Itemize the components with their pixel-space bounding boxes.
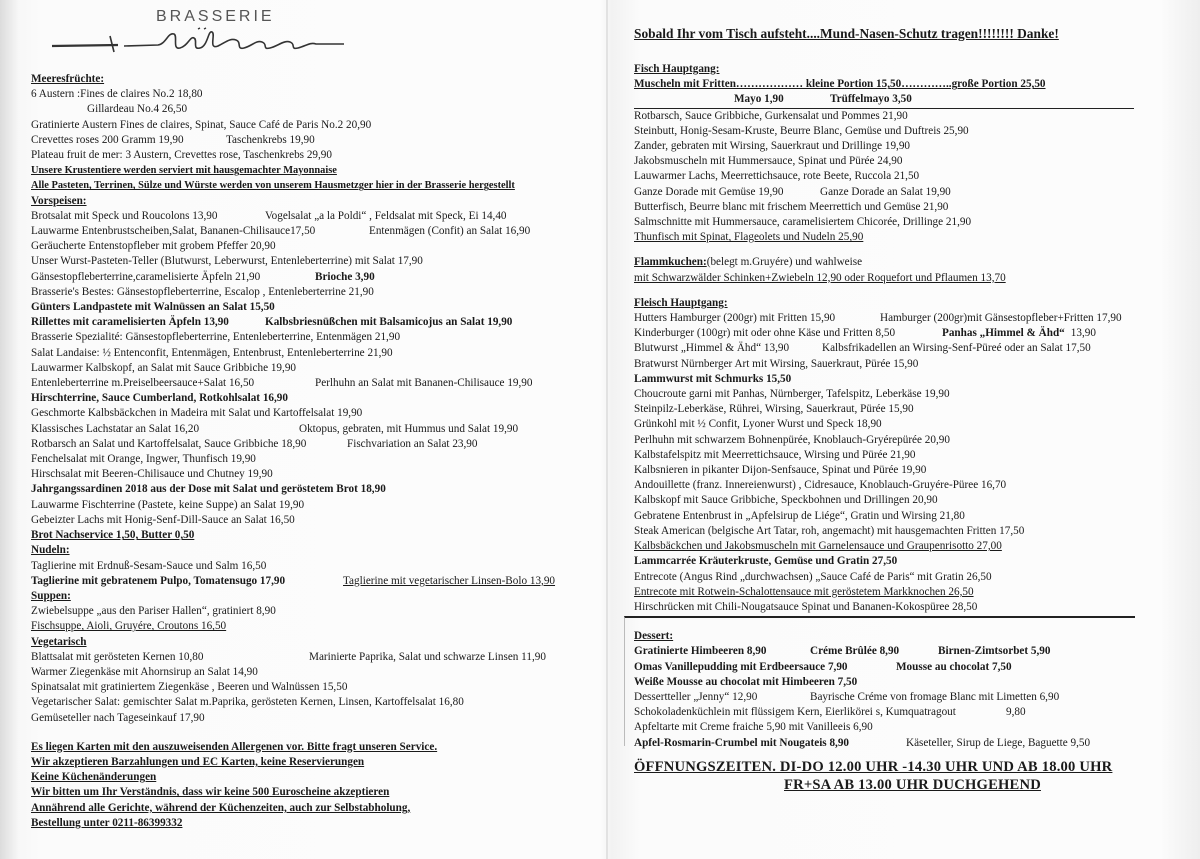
menu-item: Gratinierte Austern Fines de claires, Spinat, Sauce Café de Paris No.2 20,90 — [31, 118, 372, 131]
menu-item: Weiße Mousse au chocolat mit Himbeeren 7,50 — [634, 675, 858, 688]
menu-item: Blutwurst „Himmel & Ähd“ 13,90 — [634, 342, 790, 355]
menu-item: Gebratene Entenbrust in „Apfelsirup de Liége“, Gratin und Wirsing 21,80 — [634, 509, 965, 522]
menu-item: Zander, gebraten mit Wirsing, Sauerkraut und Drillinge 19,90 — [634, 140, 911, 153]
menu-item-row — [634, 311, 1194, 326]
menu-item: Hirschterrine, Sauce Cumberland, Rotkohlsalat 16,90 — [31, 392, 288, 405]
menu-item: Plateau fruit de mer: 3 Austern, Crevettes rose, Taschenkrebs 29,90 — [31, 149, 332, 162]
section-heading-vegetarisch: Vegetarisch — [31, 635, 87, 648]
menu-item: Fenchelsalat mit Orange, Ingwer, Thunfisch 19,90 — [31, 453, 256, 466]
menu-item: Lauwarme Fischterrine (Pastete, keine Suppe) an Salat 19,90 — [31, 498, 305, 511]
menu-item: Geräucherte Entenstopfleber mit grobem Pfeffer 20,90 — [31, 240, 276, 253]
section-heading-fleisch: Fleisch Hauptgang: — [634, 296, 728, 309]
section-heading-dessert: Dessert: — [634, 630, 674, 643]
menu-item: Käseteller, Sirup de Liege, Baguette 9,50 — [906, 736, 1091, 749]
menu-item: Lammcarrée Kräuterkruste, Gemüse und Gratin 27,50 — [634, 555, 898, 568]
section-heading-vorspeisen: Vorspeisen: — [31, 194, 87, 207]
menu-item: Hutters Hamburger (200gr) mit Fritten 15,90 — [634, 312, 836, 325]
menu-item: Panhas „Himmel & Ähd“ — [942, 327, 1065, 340]
menu-item-row — [634, 341, 1194, 356]
menu-item: Taglierine mit Erdnuß-Sesam-Sauce und Salm 16,50 — [31, 559, 267, 572]
menu-item: Entenleberterrine m.Preiselbeersauce+Salat 16,50 — [31, 377, 255, 390]
menu-item: Spinatsalat mit gratiniertem Ziegenkäse , Beeren und Walnüssen 15,50 — [31, 681, 348, 694]
menu-item: Fischsuppe, Aioli, Gruyére, Croutons 16,50 — [31, 620, 227, 633]
menu-item: Trüffelmayo 3,50 — [830, 93, 912, 106]
page-edge-shadow — [0, 0, 18, 859]
notice-payment: Wir akzeptieren Barzahlungen und EC Karten, keine Reservierungen — [31, 755, 365, 768]
menu-item: Grünkohl mit ½ Confit, Lyoner Wurst und Speck 18,90 — [634, 418, 882, 431]
menu-item-row — [634, 326, 1194, 341]
menu-item: Hirschrücken mit Chili-Nougatsauce Spinat und Bananen-Kokospüree 28,50 — [634, 600, 978, 613]
section-heading-flammkuchen: Flammkuchen: — [634, 256, 707, 269]
menu-item-row — [31, 224, 606, 239]
menu-item: Zwiebelsuppe „aus den Pariser Hallen“, gratiniert 8,90 — [31, 605, 276, 618]
menu-item: Bayrische Créme von fromage Blanc mit Limetten 6,90 — [810, 690, 1060, 703]
menu-item: Mousse au chocolat 7,50 — [896, 660, 1012, 673]
menu-item: 6 Austern :Fines de claires No.2 18,80 — [31, 88, 203, 101]
menu-item: Butterfisch, Beurre blanc mit frischem Meerrettich und Gemüse 21,90 — [634, 200, 949, 213]
menu-item: Omas Vanillepudding mit Erdbeersauce 7,90 — [634, 660, 848, 673]
menu-item: Crevettes roses 200 Gramm 19,90 — [31, 133, 184, 146]
notice-no-changes: Keine Küchenänderungen — [31, 771, 157, 784]
menu-item: Muscheln mit Fritten……………… kleine Portion 15,50…………..große Portion 25,50 — [634, 78, 1046, 91]
menu-item: Jakobsmuscheln mit Hummersauce, Spinat und Pürée 24,90 — [634, 155, 903, 168]
menu-item: Schokoladenküchlein mit flüssigem Kern, Eierlikörei s, Kumquatragout — [634, 706, 956, 719]
menu-item-row — [634, 185, 1194, 200]
menu-item: Taglierine mit gebratenem Pulpo, Tomatensugo 17,90 — [31, 574, 286, 587]
menu-item: Entenmägen (Confit) an Salat 16,90 — [369, 225, 531, 238]
menu-item: Lammwurst mit Schmurks 15,50 — [634, 372, 792, 385]
menu-item: Warmer Ziegenkäse mit Ahornsirup an Salat 14,90 — [31, 665, 258, 678]
signature-logo-image — [48, 26, 348, 56]
menu-item: Lauwarmer Kalbskopf, an Salat mit Sauce Gribbiche 19,90 — [31, 361, 297, 374]
menu-item-row — [31, 133, 606, 148]
section-heading-meeresfruechte: Meeresfrüchte: — [31, 73, 105, 85]
menu-item: Vegetarischer Salat: gemischter Salat m.Paprika, gerösteten Kernen, Linsen, Kartoffelsalat 16,80 — [31, 696, 464, 709]
menu-item: Apfeltarte mit Creme fraiche 5,90 mit Vanilleeis 6,90 — [634, 721, 873, 734]
menu-item-row — [31, 437, 606, 452]
menu-item: Thunfisch mit Spinat, Flageolets und Nudeln 25,90 — [634, 231, 864, 244]
notice-phone: Bestellung unter 0211-86399332 — [31, 816, 183, 829]
menu-item: Mayo 1,90 — [734, 93, 784, 106]
menu-item: Jahrgangssardinen 2018 aus der Dose mit Salat und geröstetem Brot 18,90 — [31, 483, 386, 496]
menu-item: Taschenkrebs 19,90 — [226, 133, 315, 146]
notice-takeaway: Annährend alle Gerichte, während der Küchenzeiten, auch zur Selbstabholung, — [31, 801, 411, 814]
menu-item: Brasserie's Bestes: Gänsestopfleberterrine, Escalop , Entenleberterrine 21,90 — [31, 285, 374, 298]
menu-item-row — [31, 422, 606, 437]
menu-item-row — [31, 376, 606, 391]
menu-item-price: 9,80 — [1006, 706, 1026, 719]
menu-item: Gillardeau No.4 26,50 — [87, 103, 188, 116]
opening-hours-line-2: FR+SA AB 13.00 UHR DUCHGEHEND — [784, 777, 1041, 793]
opening-hours-line-1: ÖFFNUNGSZEITEN. DI-DO 12.00 UHR -14.30 UHR UND AB 18.00 UHR — [634, 759, 1113, 775]
menu-item: Birnen-Zimtsorbet 5,90 — [938, 645, 1051, 658]
menu-item: Vogelsalat „a la Poldi“ , Feldsalat mit Speck, Ei 14,40 — [265, 209, 507, 222]
menu-item: Steinbutt, Honig-Sesam-Kruste, Beurre Blanc, Gemüse und Duftreis 25,90 — [634, 124, 969, 137]
menu-item: Entrecote mit Rotwein-Schalottensauce mit geröstetem Markknochen 26,50 — [634, 585, 974, 598]
menu-item: Andouillette (franz. Innereienwurst) , Cidresauce, Knoblauch-Gruyére-Püree 16,70 — [634, 479, 1007, 492]
menu-item: Salmschnitte mit Hummersauce, caramelisiertem Chicorée, Drillinge 21,90 — [634, 216, 972, 229]
menu-item: Ganze Dorade mit Gemüse 19,90 — [634, 185, 784, 198]
menu-item-row — [31, 650, 606, 665]
menu-item: Oktopus, gebraten, mit Hummus und Salat 19,90 — [299, 422, 519, 435]
menu-item: Choucroute garni mit Panhas, Nürnberger, Tafelspitz, Leberkäse 19,90 — [634, 388, 950, 401]
menu-item: Kalbstafelspitz mit Meerrettichsauce, Wirsing und Pürée 21,90 — [634, 448, 916, 461]
menu-item: Klassisches Lachstatar an Salat 16,20 — [31, 422, 200, 435]
menu-item: Lauwarme Entenbrustscheiben,Salat, Bananen-Chilisauce17,50 — [31, 225, 316, 238]
menu-item: mit Schwarzwälder Schinken+Zwiebeln 12,90 oder Roquefort und Pflaumen 13,70 — [634, 271, 1006, 284]
section-heading-fisch: Fisch Hauptgang: — [634, 63, 720, 75]
menu-item: Unser Wurst-Pasteten-Teller (Blutwurst, Leberwurst, Entenleberterrine) mit Salat 17,90 — [31, 255, 423, 268]
menu-item: Créme Brûlée 8,90 — [810, 645, 900, 658]
section-heading-suppen: Suppen: — [31, 589, 71, 602]
flammkuchen-heading-row — [634, 255, 1194, 270]
menu-item: Kalbskopf mit Sauce Gribbiche, Speckbohnen und Drillingen 20,90 — [634, 494, 938, 507]
menu-item: Kalbsfrikadellen an Wirsing-Senf-Püreé oder an Salat 17,50 — [822, 342, 1091, 355]
menu-item: Salat Landaise: ½ Entenconfit, Entenmägen, Entenbrust, Entenleberterrine 21,90 — [31, 346, 393, 359]
menu-item-row — [31, 209, 606, 224]
mask-notice-banner: Sobald Ihr vom Tisch aufsteht....Mund-Nasen-Schutz tragen!!!!!!!! Danke! — [634, 26, 1059, 41]
menu-item: Günters Landpastete mit Walnüssen an Salat 15,50 — [31, 301, 275, 314]
menu-item: Geschmorte Kalbsbäckchen in Madeira mit Salat und Kartoffelsalat 19,90 — [31, 407, 363, 420]
menu-item: Fischvariation an Salat 23,90 — [347, 437, 478, 450]
menu-item: Apfel-Rosmarin-Crumbel mit Nougateis 8,90 — [634, 736, 850, 749]
menu-item-row — [31, 574, 606, 589]
menu-item: Kalbsbriesnüßchen mit Balsamicojus an Salat 19,90 — [265, 316, 513, 329]
section-heading-nudeln: Nudeln: — [31, 544, 70, 557]
menu-item: Rotbarsch an Salat und Kartoffelsalat, Sauce Gribbiche 18,90 — [31, 437, 307, 450]
fold-line — [606, 0, 608, 859]
dessert-frame — [624, 616, 1135, 746]
menu-item: Entrecote (Angus Rind „durchwachsen) „Sauce Café de Paris“ mit Gratin 26,50 — [634, 570, 992, 583]
flammkuchen-note: (belegt m.Gruyére) und wahlweise — [706, 256, 863, 269]
menu-item: Gebeizter Lachs mit Honig-Senf-Dill-Sauce an Salat 16,50 — [31, 513, 295, 526]
menu-item: Dessertteller „Jenny“ 12,90 — [634, 690, 758, 703]
menu-item: Brot Nachservice 1,50, Butter 0,50 — [31, 529, 195, 542]
menu-item: Perlhuhn mit schwarzem Bohnenpürée, Knoblauch-Gryérepürée 20,90 — [634, 433, 950, 446]
menu-item: Kalbsnieren in pikanter Dijon-Senfsauce, Spinat und Pürée 19,90 — [634, 464, 927, 477]
menu-item: Hamburger (200gr)mit Gänsestopfleber+Fritten 17,90 — [880, 312, 1122, 325]
left-menu-column — [31, 72, 606, 831]
menu-note: Alle Pasteten, Terrinen, Sülze und Würste werden von unserem Hausmetzger hier in der Brasserie hergestellt — [31, 180, 515, 192]
menu-item: Marinierte Paprika, Salat und schwarze Linsen 11,90 — [309, 650, 546, 663]
menu-item: Bratwurst Nürnberger Art mit Wirsing, Sauerkraut, Pürée 15,90 — [634, 357, 919, 370]
menu-item-row — [31, 315, 606, 330]
notice-no-500: Wir bitten um Ihr Verständnis, dass wir keine 500 Euroscheine akzeptieren — [31, 786, 390, 799]
menu-item: Lauwarmer Lachs, Meerrettichsauce, rote Beete, Ruccola 21,50 — [634, 170, 920, 183]
menu-item: Gänsestopfleberterrine,caramelisierte Äpfeln 21,90 — [31, 270, 261, 283]
menu-item: Brotsalat mit Speck und Roucolons 13,90 — [31, 209, 218, 222]
menu-item-row — [31, 270, 606, 285]
menu-item: Kalbsbäckchen und Jakobsmuscheln mit Garnelensauce und Graupenrisotto 27,00 — [634, 540, 1002, 553]
menu-item: Gemüseteller nach Tageseinkauf 17,90 — [31, 711, 205, 724]
menu-item: Taglierine mit vegetarischer Linsen-Bolo 13,90 — [343, 574, 556, 587]
menu-note: Unsere Krustentiere werden serviert mit hausgemachter Mayonnaise — [31, 165, 337, 177]
menu-item: Rotbarsch, Sauce Gribbiche, Gurkensalat und Pommes 21,90 — [634, 109, 908, 122]
menu-item: Blattsalat mit gerösteten Kernen 10,80 — [31, 650, 204, 663]
menu-item-price: 13,90 — [1070, 327, 1096, 340]
notice-allergens: Es liegen Karten mit den auszuweisenden Allergenen vor. Bitte fragt unseren Service. — [31, 740, 438, 753]
logo-word: BRASSERIE — [156, 8, 275, 25]
opening-hours — [634, 758, 1112, 794]
menu-item: Ganze Dorade an Salat 19,90 — [820, 185, 951, 198]
menu-item: Steinpilz-Leberkäse, Rührei, Wirsing, Sauerkraut, Pürée 15,90 — [634, 403, 914, 416]
menu-item-row — [634, 92, 1134, 108]
menu-item: Gratinierte Himbeeren 8,90 — [634, 645, 767, 658]
menu-item: Steak American (belgische Art Tatar, roh, angemacht) mit hausgemachten Fritten 17,50 — [634, 524, 1025, 537]
menu-item: Perlhuhn an Salat mit Bananen-Chilisauce 19,90 — [315, 377, 533, 390]
menu-item: Brasserie Spezialité: Gänsestopfleberterrine, Entenleberterrine, Entenmägen 21,90 — [31, 331, 401, 344]
menu-item: Brioche 3,90 — [315, 270, 375, 283]
brasserie-logo — [48, 8, 348, 52]
menu-item: Rillettes mit caramelisierten Äpfeln 13,90 — [31, 316, 229, 329]
menu-item: Kinderburger (100gr) mit oder ohne Käse und Fritten 8,50 — [634, 327, 896, 340]
menu-item: Hirschsalat mit Beeren-Chilisauce und Chutney 19,90 — [31, 468, 273, 481]
